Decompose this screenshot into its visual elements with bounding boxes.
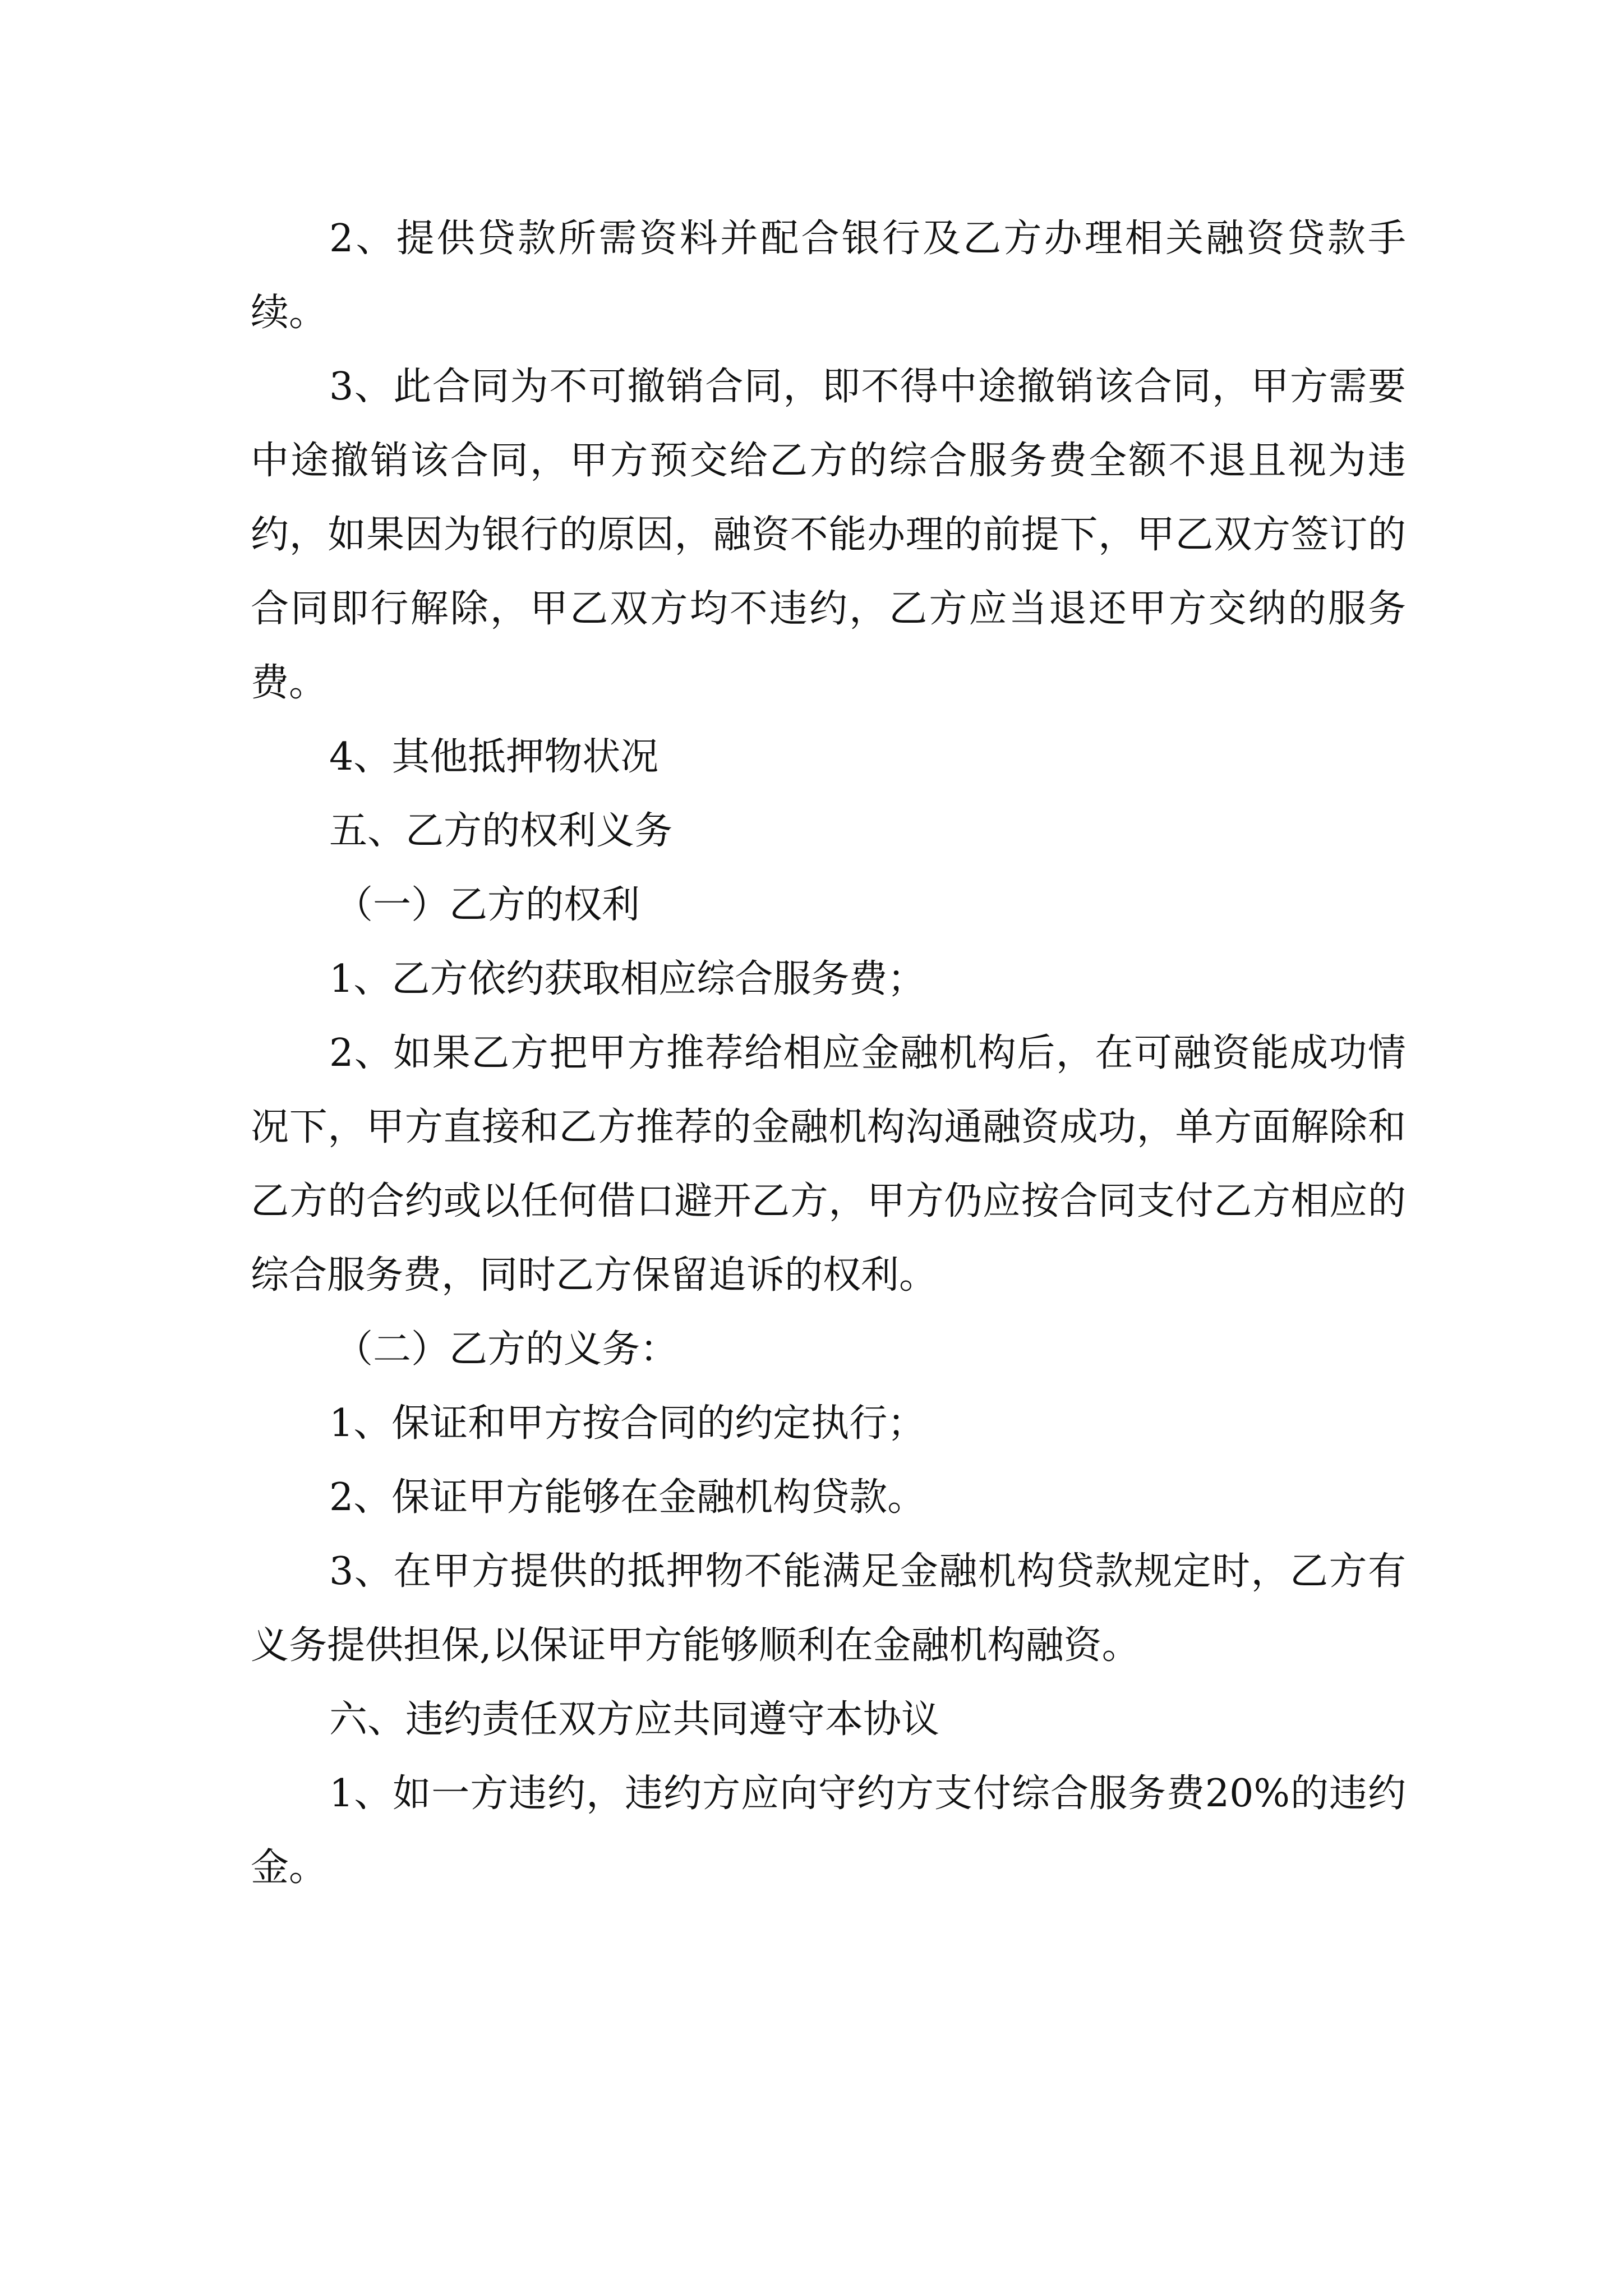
section-heading-party-b-rights-obligations: 五、乙方的权利义务 [329,809,673,853]
subheading-party-b-rights: （一）乙方的权利 [335,883,640,927]
paragraph-service-fee: 1、乙方依约获取相应综合服务费； [329,957,926,1001]
paragraph-penalty: 1、如一方违约，违约方应向守约方支付综合服务费20%的违约金。 [251,1772,1406,1890]
section-heading-breach-liability: 六、违约责任双方应共同遵守本协议 [329,1697,940,1742]
document-body [251,202,1406,1905]
paragraph-irrevocable-contract: 3、此合同为不可撤销合同，即不得中途撤销该合同，甲方需要中途撤销该合同，甲方预交给乙方的综合服务费全额不退且视为违约，如果因为银行的原因，融资不能办理的前提下，甲乙双方签订的合同即行解除，甲乙双方均不违约，乙方应当退还甲方交纳的服务费。 [251,365,1406,705]
paragraph-guarantee-execution: 1、保证和甲方按合同的约定执行； [329,1401,926,1446]
subheading-party-b-obligations: （二）乙方的义务： [335,1327,679,1372]
paragraph-recommendation: 2、如果乙方把甲方推荐给相应金融机构后，在可融资能成功情况下，甲方直接和乙方推荐的金融机构沟通融资成功，单方面解除和乙方的合约或以任何借口避开乙方，甲方仍应按合同支付乙方相应的综合服务费，同时乙方保留追诉的权利。 [251,1031,1406,1297]
paragraph-guarantee-loan: 2、保证甲方能够在金融机构贷款。 [329,1475,926,1520]
paragraph-provide-materials: 2、提供贷款所需资料并配合银行及乙方办理相关融资贷款手续。 [251,217,1406,335]
paragraph-other-collateral: 4、其他抵押物状况 [329,735,659,779]
paragraph-provide-guarantee: 3、在甲方提供的抵押物不能满足金融机构贷款规定时，乙方有义务提供担保,以保证甲方能够顺利在金融机构融资。 [251,1549,1406,1668]
